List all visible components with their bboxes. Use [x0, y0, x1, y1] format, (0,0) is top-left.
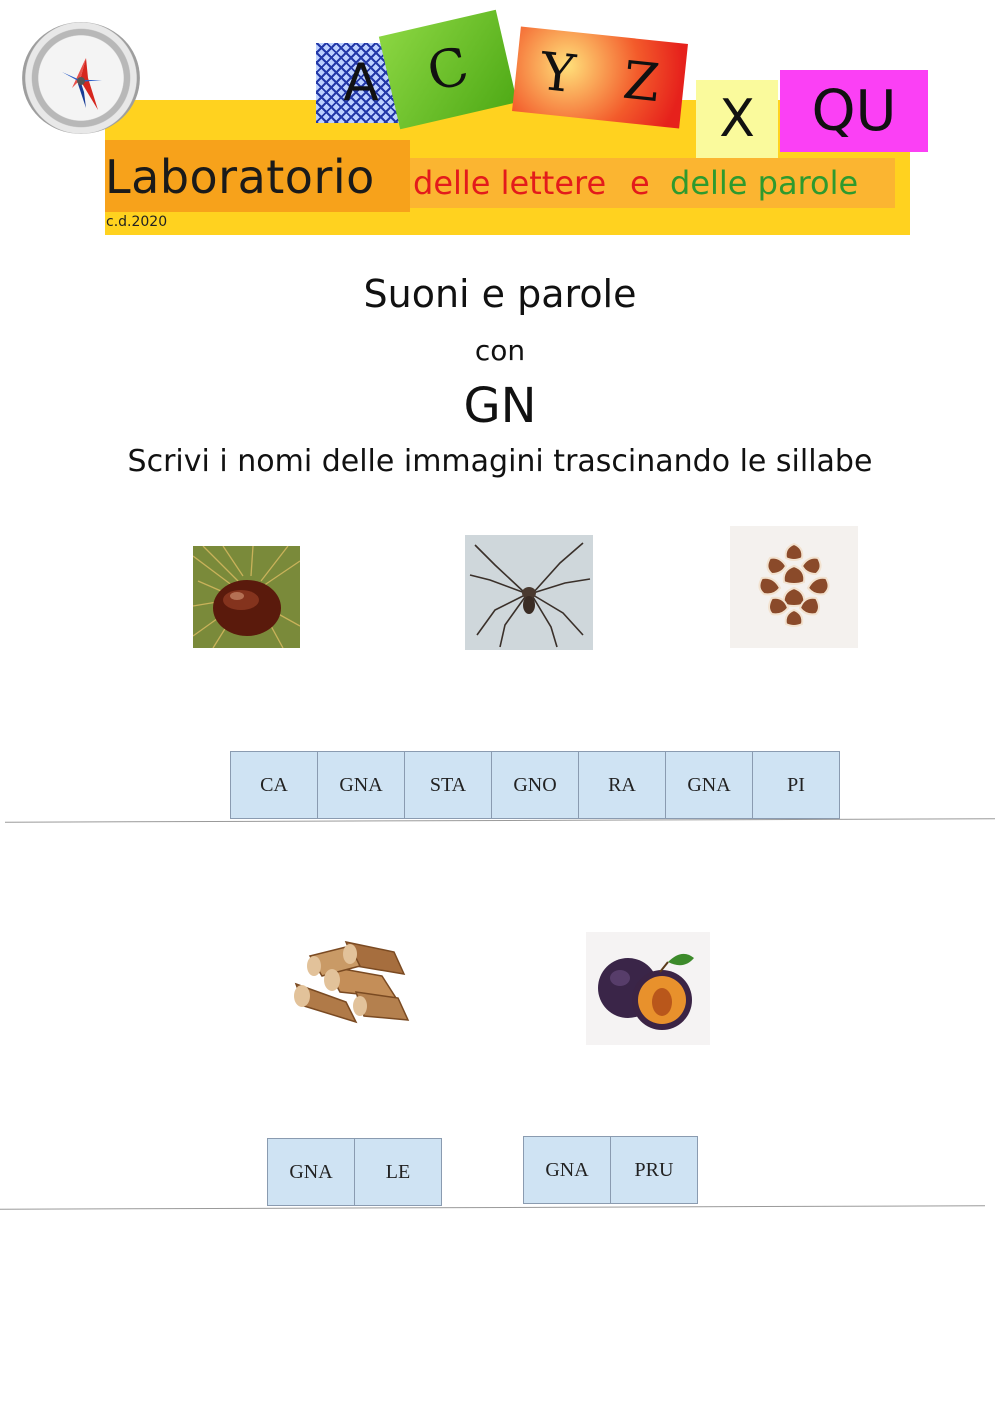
letter-c: C [421, 35, 475, 104]
syllable-tile[interactable]: GNO [491, 751, 579, 819]
letter-z: Z [620, 50, 663, 114]
letter-tile-yz [512, 26, 688, 128]
brand-subtitle-part2: e [630, 164, 650, 202]
instruction-text: Scrivi i nomi delle immagini trascinando le sillabe [127, 444, 873, 479]
spider-image [465, 535, 593, 650]
header-banner [0, 0, 1000, 245]
page-title: Suoni e parole [363, 272, 637, 316]
letter-x: X [719, 89, 755, 149]
focus-letters: GN [463, 378, 537, 434]
syllable-tile[interactable]: GNA [665, 751, 753, 819]
brand-subtitle-part3: delle parole [670, 164, 859, 202]
letter-qu: QU [811, 78, 897, 144]
syllable-tile[interactable]: LE [354, 1138, 442, 1206]
syllable-tile[interactable]: GNA [317, 751, 405, 819]
letter-y: Y [537, 41, 578, 105]
syllable-group-3 [523, 1136, 698, 1204]
letter-tile-x [696, 80, 778, 158]
letter-tile-qu [780, 70, 928, 152]
pinecone-image [730, 526, 858, 648]
letter-a: A [343, 53, 379, 113]
brand-year: c.d.2020 [106, 214, 168, 230]
firewood-image [286, 936, 412, 1028]
chestnut-image [193, 546, 300, 648]
compass-icon [22, 22, 140, 134]
syllable-tile[interactable]: STA [404, 751, 492, 819]
syllable-row-1 [230, 751, 840, 819]
brand-title: Laboratorio [105, 150, 375, 204]
syllable-group-2 [267, 1138, 442, 1206]
page-subtitle: con [474, 334, 526, 367]
syllable-tile[interactable]: GNA [267, 1138, 355, 1206]
brand-subtitle-part1: delle lettere [413, 164, 607, 202]
syllable-tile[interactable]: GNA [523, 1136, 611, 1204]
syllable-tile[interactable]: RA [578, 751, 666, 819]
syllable-tile[interactable]: PI [752, 751, 840, 819]
syllable-tile[interactable]: PRU [610, 1136, 698, 1204]
plum-image [586, 932, 710, 1045]
divider-line [0, 1205, 985, 1209]
syllable-tile[interactable]: CA [230, 751, 318, 819]
